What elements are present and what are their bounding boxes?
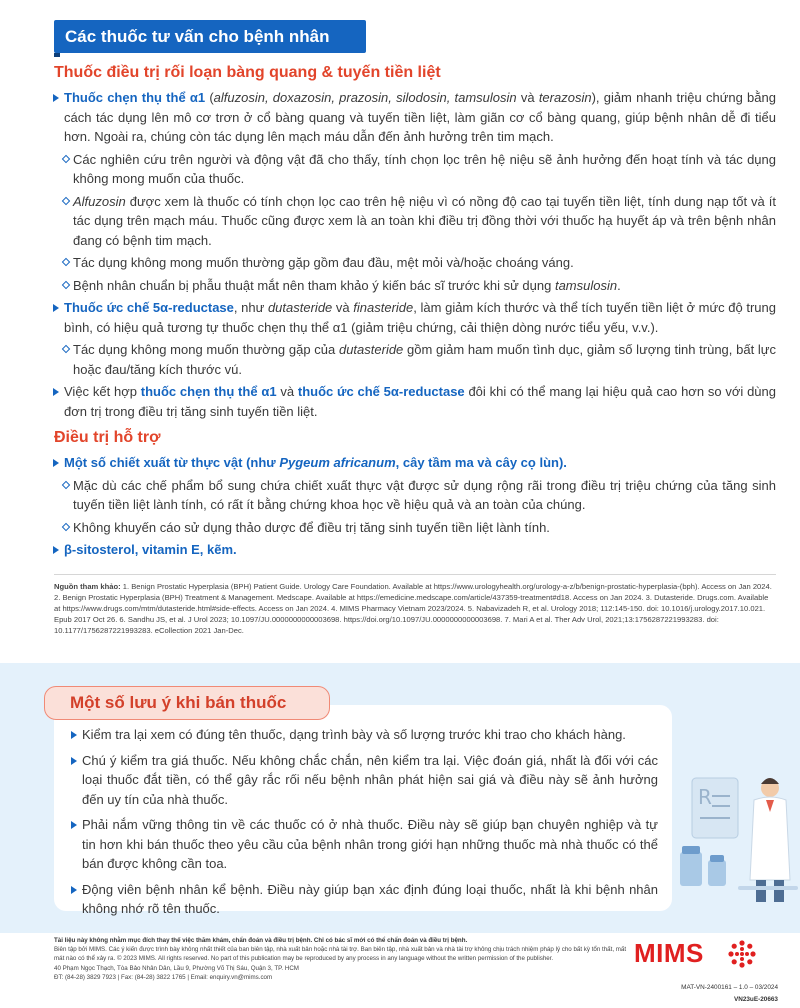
footer-copyright: Biên tập bởi MIMS. Các ý kiến được trình bày không nhất thiết của ban biên tập, nhà xuất bản hoặc nhà tài trợ. Ban biên tập, nhà xuất bản và nhà tài trợ không chịu trách nhiệm pháp lý cho bất kỳ tổn thất, mất mát nào có thể xảy ra. © 2023 MIMS. All rights reserved. No part of this publication may be reproduced by any process in any language without the written permission of the publisher. bbox=[54, 946, 627, 963]
triangle-bullet-icon bbox=[53, 94, 59, 102]
text: Mặc dù các chế phẩm bổ sung chứa chiết xuất thực vật được sử dụng rộng rãi trong điều trị triệu chứng của tăng sinh tuyến tiền liệt lành tính, có rất ít bằng chứng khoa học về hiệu quả và an toàn của chúng. bbox=[73, 477, 776, 512]
plant-name: Pygeum africanum bbox=[279, 455, 396, 470]
diamond-bullet-icon bbox=[62, 522, 70, 530]
list-item-combination bbox=[54, 382, 776, 421]
tip-item bbox=[72, 725, 658, 745]
text: và bbox=[516, 90, 539, 105]
logo-mark-icon bbox=[728, 940, 756, 968]
diamond-bullet-icon bbox=[62, 258, 70, 266]
section-title-support: Điều trị hỗ trợ bbox=[54, 429, 161, 446]
drug-class-label: thuốc ức chế 5α-reductase bbox=[297, 384, 465, 399]
section-title-bladder: Thuốc điều trị rối loạn bàng quang & tuyến tiền liệt bbox=[54, 64, 441, 81]
text: Phải nắm vững thông tin về các thuốc có ở nhà thuốc. Điều này sẽ giúp bạn chuyên nghiệp và tự tin hơn khi bán thuốc theo yêu cầu của bệnh nhân trong giới hạn những thuốc mà nhà thuốc có thể bán được không cần toa. bbox=[82, 817, 658, 871]
text: và bbox=[276, 384, 298, 399]
main-content bbox=[54, 64, 776, 637]
drug-names: dutasteride bbox=[338, 342, 404, 357]
footer-contact: ĐT: (84-28) 3829 7923 | Fax: (84-28) 3822 1765 | Email: enquiry.vn@mims.com bbox=[54, 973, 273, 981]
text: β-sitosterol, vitamin E, kẽm. bbox=[64, 542, 237, 557]
text: ), giảm nhanh triệu chứng bằng cách tác dụng lên mô cơ trơn ở cổ bàng quang và tuyến tiền liệt, làm giãn cơ cổ bàng quang, giúp bệnh nhân dễ đi tiểu hơn. Ngoài ra, chúng còn tác dụng lên mạch máu dẫn đến ảnh hưởng trên tim mạch. bbox=[64, 90, 776, 144]
drug-class-label: thuốc chẹn thụ thể α1 bbox=[140, 384, 277, 399]
footer-disclaimer: Tài liệu này không nhằm mục đích thay thế việc thăm khám, chẩn đoán và điều trị bệnh. Chỉ có bác sĩ mới có thể chẩn đoán và điều trị bệnh. bbox=[54, 937, 468, 944]
triangle-bullet-icon bbox=[71, 821, 77, 829]
doc-id: VN23uE-20663 bbox=[733, 996, 778, 1003]
text: đôi khi có thể mang lại hiệu quả cao hơn so với dùng đơn trị trong điều trị tăng sinh tuyến tiền liệt. bbox=[64, 384, 776, 419]
pharmacist-illustration bbox=[672, 760, 800, 910]
text: Tác dụng không mong muốn thường gặp của bbox=[73, 342, 339, 357]
text: . bbox=[617, 277, 621, 293]
triangle-bullet-icon bbox=[71, 731, 77, 739]
list-item-alpha1 bbox=[54, 88, 776, 147]
references bbox=[54, 581, 776, 637]
sub-item bbox=[54, 476, 776, 515]
text: , cây tầm ma và cây cọ lùn). bbox=[395, 455, 567, 470]
list-item-supplements bbox=[54, 540, 776, 560]
triangle-bullet-icon bbox=[53, 459, 59, 467]
doc-code: MAT-VN-2400161 – 1.0 – 03/2024 bbox=[681, 984, 778, 991]
tip-item bbox=[72, 880, 658, 919]
drug-names: terazosin bbox=[538, 90, 592, 105]
tip-item bbox=[72, 815, 658, 874]
triangle-bullet-icon bbox=[53, 388, 59, 396]
text: Kiểm tra lại xem có đúng tên thuốc, dạng trình bày và số lượng trước khi trao cho khách hàng. bbox=[82, 727, 626, 742]
drug-names: tamsulosin bbox=[554, 277, 618, 293]
text: được xem là thuốc có tính chọn lọc cao trên hệ niệu vì có nồng độ cao tại tuyến tiền liệt, tính dung nạp tốt và ít tác dụng trên mạch máu. Thuốc cũng được xem là an toàn khi điều trị đồng thời với thuốc hạ huyết áp và trên bệnh nhân đang có bệnh tim mạch. bbox=[73, 193, 776, 248]
document-codes bbox=[681, 982, 778, 1006]
diamond-bullet-icon bbox=[62, 280, 70, 288]
text: , như bbox=[233, 300, 268, 315]
diamond-bullet-icon bbox=[62, 196, 70, 204]
sub-item bbox=[54, 192, 776, 251]
text: Việc kết hợp bbox=[64, 384, 141, 399]
drug-names: Alfuzosin bbox=[73, 193, 126, 209]
drug-names: alfuzosin, doxazosin, prazosin, silodosin, tamsulosin bbox=[213, 90, 517, 105]
diamond-bullet-icon bbox=[62, 480, 70, 488]
text: Các nghiên cứu trên người và động vật đã cho thấy, tính chọn lọc trên hệ niệu sẽ ảnh hưởng đến hoạt tính và tác dụng không mong muốn của thuốc. bbox=[73, 151, 776, 186]
drug-class-label: Thuốc chẹn thụ thể α1 bbox=[64, 90, 206, 105]
drug-names: dutasteride bbox=[267, 300, 333, 315]
references-label: Nguồn tham khảo: bbox=[54, 581, 121, 591]
triangle-bullet-icon bbox=[71, 757, 77, 765]
text: gồm giảm ham muốn tình dục, giảm số lượng tinh trùng, bất lực hoặc đau/tăng kích thước vú. bbox=[73, 342, 776, 377]
text: và bbox=[332, 300, 354, 315]
sub-item bbox=[54, 150, 776, 189]
divider bbox=[54, 574, 776, 575]
page-title: Các thuốc tư vấn cho bệnh nhân bbox=[54, 20, 366, 53]
text: ( bbox=[205, 90, 214, 105]
triangle-bullet-icon bbox=[53, 304, 59, 312]
footer bbox=[54, 936, 634, 982]
diamond-bullet-icon bbox=[62, 154, 70, 162]
text: , làm giảm kích thước và thể tích tuyến tiền liệt ở mức độ trung bình, có hiệu quả tương tự thuốc chẹn thụ thể α1 (giảm triệu chứng, cải thiện dòng nước tiểu yếu, v.v.). bbox=[64, 300, 777, 335]
text: Bệnh nhân chuẩn bị phẫu thuật mắt nên tham khảo ý kiến bác sĩ trước khi sử dụng bbox=[73, 277, 555, 293]
sub-item bbox=[54, 253, 776, 273]
text: Chú ý kiểm tra giá thuốc. Nếu không chắc chắn, nên kiểm tra lại. Việc đoán giá, nhất là đối với các loại thuốc đắt tiền, có thể gây rắc rối nếu bệnh nhân phát hiện sai giá và điều này sẽ ảnh hưởng đến uy tín của nhà thuốc. bbox=[82, 752, 658, 807]
tips-box bbox=[54, 705, 672, 916]
list-item-plant-extracts bbox=[54, 453, 776, 473]
drug-names: finasteride bbox=[353, 300, 414, 315]
triangle-bullet-icon bbox=[53, 546, 59, 554]
svg-text:R: R bbox=[698, 785, 712, 809]
tip-item bbox=[72, 751, 658, 810]
sub-item bbox=[54, 340, 776, 379]
text: Động viên bệnh nhân kể bệnh. Điều này giúp bạn xác định đúng loại thuốc, nhất là khi bệnh nhân không nhớ rõ tên thuốc. bbox=[82, 881, 658, 916]
drug-class-label: Thuốc ức chế 5α-reductase bbox=[64, 300, 234, 315]
logo-text: MIMS bbox=[634, 938, 704, 968]
tips-title: Một số lưu ý khi bán thuốc bbox=[44, 686, 330, 720]
text: Tác dụng không mong muốn thường gặp gồm đau đầu, mệt mỏi và/hoặc choáng váng. bbox=[73, 255, 574, 270]
triangle-bullet-icon bbox=[71, 886, 77, 894]
list-item-5ari bbox=[54, 298, 776, 337]
text: Một số chiết xuất từ thực vật (như bbox=[64, 455, 280, 470]
references-text: 1. Benign Prostatic Hyperplasia (BPH) Patient Guide. Urology Care Foundation. Available at https://www.urologyhealth.org/urology-a-z/b/benign-prostatic-hyperplasia-(bph). Access on Jan 2024. 2. Benign Prostatic Hyperplasia (BPH) Treatment & Management. Medscape. Available at https://emedicine.medscape.com/article/437359-treatment#d18. Access on Jan 2024. 3. Dutasteride. Drugs.com. Available at https://www.drugs.com/mtm/dutasteride.html#side-effects. Access on Jan 2024. 4. MIMS Pharmacy Vietnam 2023/2024. 5. Nabavizadeh R, et al. Urology 2018; 112:145-150. doi: 10.1016/j.urology.2017.10.021. Epub 2017 Oct 26. 6. Sandhu JS, et al. J Urol 2023; 10.1097/JU.0000000000003698. https://doi.org/10.1097/JU.0000000000003698. 7. Mari A et al. Ther Adv Urol, 2021;13:1756287221993283. doi: 10.1177/1756287221993283. eCollection 2021 Jan-Dec. bbox=[54, 581, 772, 636]
sub-item bbox=[54, 276, 776, 296]
diamond-bullet-icon bbox=[62, 345, 70, 353]
footer-address: 40 Phạm Ngọc Thạch, Tòa Bảo Nhân Dân, Lầu 9, Phường Võ Thị Sáu, Quận 3, TP. HCM bbox=[54, 964, 299, 972]
text: Không khuyến cáo sử dụng thảo dược để điều trị tăng sinh tuyến tiền liệt lành tính. bbox=[73, 519, 550, 535]
sub-item bbox=[54, 518, 776, 538]
